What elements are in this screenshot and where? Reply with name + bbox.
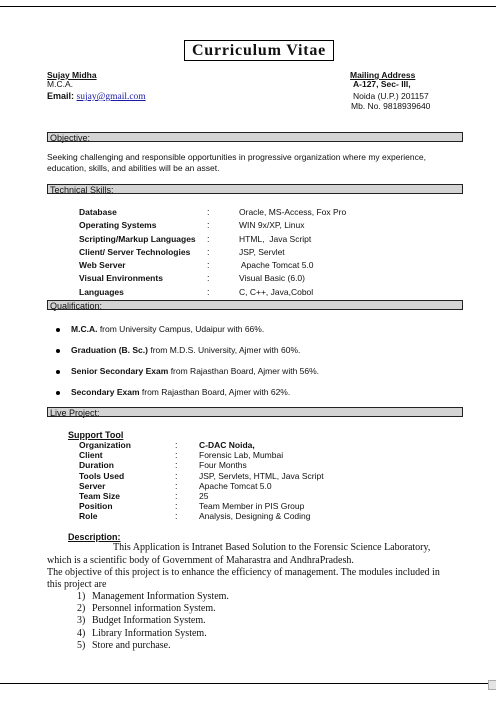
qualification-item bbox=[56, 387, 290, 397]
project-detail-label: Server bbox=[79, 480, 106, 491]
qualification-detail: from Rajasthan Board, Ajmer with 56%. bbox=[168, 366, 320, 376]
project-detail-colon: : bbox=[175, 440, 178, 450]
mailing-line2: Noida (U.P.) 201157 bbox=[353, 91, 429, 101]
candidate-name: Sujay Midha bbox=[47, 70, 97, 80]
skill-label: Web Server bbox=[79, 260, 126, 270]
top-rule bbox=[0, 6, 496, 7]
qualification-item bbox=[56, 366, 319, 376]
qualification-detail: from University Campus, Udaipur with 66%. bbox=[97, 324, 265, 334]
project-detail-label: Position bbox=[79, 501, 113, 512]
bullet-icon bbox=[56, 349, 60, 353]
module-number: 5) bbox=[77, 639, 86, 651]
project-detail-label: Team Size bbox=[79, 491, 120, 501]
bottom-rule bbox=[0, 683, 496, 684]
project-detail-colon: : bbox=[175, 450, 178, 461]
bullet-icon bbox=[56, 370, 60, 374]
qualification-title: Secondary Exam bbox=[71, 387, 140, 397]
skill-value: Visual Basic (6.0) bbox=[239, 273, 305, 283]
objective-text: Seeking challenging and responsible opportunities in progressive organization where my experience, education, skills, and abilities will be an asset. bbox=[47, 152, 426, 173]
project-detail-value: Four Months bbox=[199, 460, 247, 471]
mailing-line3: Mb. No. 9818939640 bbox=[351, 101, 431, 111]
module-item: Management Information System. bbox=[92, 591, 229, 602]
email-label: Email: bbox=[47, 91, 75, 101]
bullet-icon bbox=[56, 391, 60, 395]
skill-label: Database bbox=[79, 207, 117, 217]
project-detail-label: Tools Used bbox=[79, 470, 125, 481]
module-item: Library Information System. bbox=[92, 627, 207, 639]
qualification-title: Senior Secondary Exam bbox=[71, 366, 169, 376]
project-detail-value: JSP, Servlets, HTML, Java Script bbox=[199, 470, 324, 481]
description-line-4: this project are bbox=[47, 579, 107, 590]
project-detail-value: Apache Tomcat 5.0 bbox=[199, 480, 272, 491]
skills-heading: Technical Skills: bbox=[47, 184, 463, 194]
skill-colon: : bbox=[207, 247, 210, 257]
module-number: 4) bbox=[77, 627, 86, 639]
skill-colon: : bbox=[207, 273, 210, 283]
skill-colon: : bbox=[207, 260, 210, 270]
project-detail-colon: : bbox=[175, 491, 178, 501]
bullet-icon bbox=[56, 328, 60, 332]
skill-colon: : bbox=[207, 234, 210, 244]
module-item: Personnel information System. bbox=[92, 603, 216, 615]
skill-value: JSP, Servlet bbox=[239, 247, 285, 257]
module-number: 1) bbox=[77, 591, 86, 602]
skill-label: Scripting/Markup Languages bbox=[79, 234, 196, 244]
skill-value: C, C++, Java,Cobol bbox=[239, 287, 314, 297]
project-detail-value: Team Member in PIS Group bbox=[199, 501, 305, 512]
project-detail-label: Client bbox=[79, 450, 103, 461]
skill-value: WIN 9x/XP, Linux bbox=[239, 220, 305, 230]
skill-colon: : bbox=[207, 287, 210, 297]
description-line-3: The objective of this project is to enhance the efficiency of management. The modules included in bbox=[47, 567, 440, 578]
module-number: 2) bbox=[77, 603, 86, 615]
skill-value: Oracle, MS-Access, Fox Pro bbox=[239, 207, 347, 217]
project-heading: Live Project: bbox=[47, 407, 463, 417]
project-detail-colon: : bbox=[175, 460, 178, 471]
skill-value: Apache Tomcat 5.0 bbox=[239, 260, 314, 270]
project-detail-colon: : bbox=[175, 470, 178, 481]
mailing-line1-text: A-127, Sec- III, bbox=[353, 79, 411, 89]
qualification-title: M.C.A. bbox=[71, 324, 98, 334]
page-title: Curriculum Vitae bbox=[184, 40, 334, 61]
qualification-item bbox=[56, 324, 264, 334]
project-detail-colon: : bbox=[175, 511, 178, 522]
mailing-heading: Mailing Address bbox=[350, 70, 416, 80]
skill-colon: : bbox=[207, 220, 210, 230]
qualification-detail: from Rajasthan Board, Ajmer with 62%. bbox=[139, 387, 291, 397]
skill-value: HTML, Java Script bbox=[239, 234, 312, 244]
module-item: Budget Information System. bbox=[92, 615, 206, 627]
project-detail-value: Analysis, Designing & Coding bbox=[199, 511, 311, 522]
skill-label: Visual Environments bbox=[79, 273, 163, 283]
project-detail-colon: : bbox=[175, 480, 178, 491]
project-detail-value: 25 bbox=[199, 491, 209, 501]
email-link[interactable]: sujay@gmail.com bbox=[76, 92, 146, 102]
project-detail-value: C-DAC Noida, bbox=[199, 440, 255, 450]
scroll-corner[interactable] bbox=[488, 680, 496, 690]
qualification-heading: Qualification: bbox=[47, 300, 463, 310]
candidate-degree: M.C.A. bbox=[47, 79, 73, 89]
description-line-1: This Application is Intranet Based Solution to the Forensic Science Laboratory, bbox=[113, 542, 431, 553]
skill-label: Languages bbox=[79, 287, 124, 297]
project-detail-colon: : bbox=[175, 501, 178, 512]
description-line-2: which is a scientific body of Government of Maharastra and AndhraPradesh. bbox=[47, 555, 354, 566]
qualification-title: Graduation (B. Sc.) bbox=[71, 345, 148, 355]
project-detail-value: Forensic Lab, Mumbai bbox=[199, 450, 284, 461]
qualification-item bbox=[56, 345, 300, 355]
module-item: Store and purchase. bbox=[92, 639, 171, 651]
skill-label: Client/ Server Technologies bbox=[79, 247, 191, 257]
mailing-line1 bbox=[353, 79, 411, 89]
qualification-detail: from M.D.S. University, Ajmer with 60%. bbox=[147, 345, 301, 355]
description-heading: Description: bbox=[68, 532, 121, 542]
project-name: Support Tool bbox=[68, 430, 124, 440]
objective-heading: Objective: bbox=[47, 132, 463, 142]
module-number: 3) bbox=[77, 615, 86, 627]
skill-label: Operating Systems bbox=[79, 220, 157, 230]
skill-colon: : bbox=[207, 207, 210, 217]
project-detail-label: Role bbox=[79, 511, 98, 522]
email-row bbox=[47, 91, 146, 102]
project-detail-label: Organization bbox=[79, 440, 131, 450]
project-detail-label: Duration bbox=[79, 460, 114, 471]
